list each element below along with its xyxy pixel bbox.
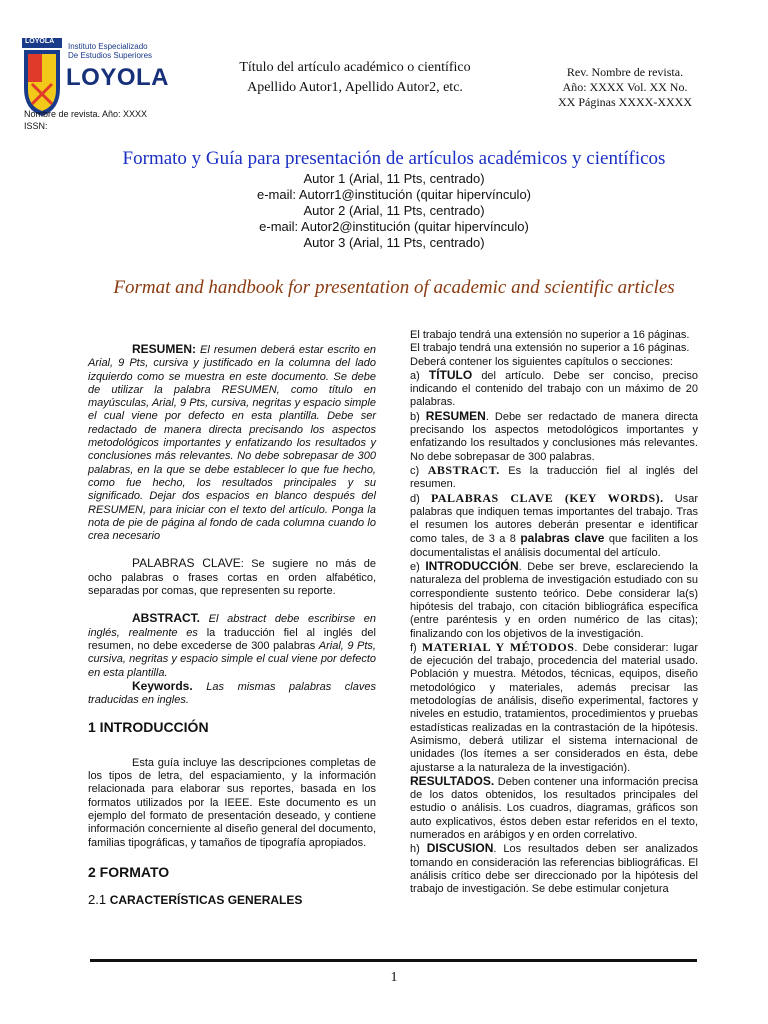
author-1-email: e-mail: Autorr1@institución (quitar hipervínculo) [256, 187, 532, 202]
logo-institute-line2: De Estudios Superiores [68, 51, 153, 60]
item-d-text-2: que faciliten a los documentalistas el análisis documental del artículo. [410, 533, 698, 559]
item-g-label: RESULTADOS. [410, 773, 495, 788]
item-b [410, 410, 698, 464]
item-e [410, 560, 698, 641]
palabras-clave-label: PALABRAS CLAVE [132, 556, 241, 571]
caracteristicas-heading [88, 893, 376, 907]
author-2: Autor 2 (Arial, 11 Pts, centrado) [303, 203, 485, 218]
item-a-text: del artículo. Debe ser conciso, preciso indicando el contenido del trabajo con un máximo de 20 palabras. [410, 369, 698, 409]
abstract-text-italic-1: El abstract debe escribirse en inglés, realmente es [88, 613, 376, 639]
journal-year-line: Nombre de revista. Año: XXXX [24, 109, 148, 119]
institution-logo [22, 38, 170, 118]
pages-header: XX Páginas XXXX-XXXX [558, 95, 692, 109]
issn-line: ISSN: [24, 121, 48, 131]
left-column [88, 343, 376, 907]
palabras-clave-paragraph [88, 557, 376, 598]
item-e-label: INTRODUCCIÓN [425, 559, 519, 574]
item-d-prefix: d) [410, 492, 431, 505]
item-g-text: Deben contener una información precisa de los datos obtenidos, los resultados principales del estudio o análisis. Los cuadros, diagramas, gráficos son auto explicativos, éstos deben estar referidos en el texto, numerados en arábigos y en orden correlativo. [410, 775, 698, 841]
journal-name-header: Rev. Nombre de revista. [566, 65, 684, 79]
item-a [410, 369, 698, 410]
author-1: Autor 1 (Arial, 11 Pts, centrado) [303, 171, 485, 186]
abstract-label: ABSTRACT. [132, 611, 200, 626]
logo-institute-line1: Instituto Especializado [68, 42, 148, 51]
authors-header: Apellido Autor1, Apellido Autor2, etc. [247, 80, 463, 95]
intro-heading: 1 INTRODUCCIÓN [88, 719, 209, 736]
shield-logo-icon [22, 38, 62, 118]
item-h [410, 842, 698, 896]
item-a-prefix: a) [410, 369, 429, 382]
palabras-clave-text: : Se sugiere no más de ocho palabras o frases cortas en orden alfabético, separadas por comas, que representen su reporte. [88, 558, 376, 598]
caracteristicas-title: CARACTERÍSTICAS GENERALES [109, 893, 303, 908]
item-g [410, 775, 698, 842]
item-d-label-2: palabras clave [520, 531, 605, 546]
author-block [0, 171, 768, 251]
resumen-paragraph [88, 343, 376, 543]
formato-heading: 2 FORMATO [88, 863, 170, 880]
length-intro-paragraph: El trabajo tendrá una extensión no superior a 16 páginas. El trabajo tendrá una extensión no superior a 16 páginas. Deberá contener los siguientes capítulos o secciones: [410, 329, 690, 368]
abstract-text-italic-2: Arial, 9 Pts, cursiva, negritas y espacio simple el cual viene por defecto en esta plantilla. [88, 639, 376, 679]
item-f-text: . Debe considerar: lugar de ejecución del trabajo, procedencia del material usado. Población y muestra. Métodos, técnicas, equipos, diseño metodológico y materiales, además precisar las metodologías de análisis, diseño experimental, factores y niveles en estudio, tratamientos, procedimientos y pruebas estadísticas realizadas en la contrastación de la hipótesis. Asimismo, deberá utilizar el sistema internacional de unidades (los ítemes a ser considerados en ésta, debe ajustarse a la naturaleza de la investigación). [410, 641, 698, 774]
intro-paragraph: Esta guía incluye las descripciones completas de los tipos de letra, del espaciamiento, y la información relacionada para elaborar sus reportes, basada en los formatos utilizados por la IEEE. Este documento es un ejemplo del formato de presentación deseado, y contiene información concerniente al diseño general del documento, familias tipográficas, y tamaños de tipografía apropiados. [88, 756, 377, 849]
caracteristicas-number: 2.1 [88, 892, 110, 908]
running-header-right [540, 65, 710, 110]
page-number: 1 [390, 970, 398, 985]
item-e-text: . Debe ser breve, esclareciendo la naturaleza del problema de investigación estudiado con su correspondiente sustento teórico. Debe considerar la(s) hipótesis del trabajo, con citación bibliográfica específica (entre paréntesis y en orden numérico de las citas); finalizando con los objetivos de la investigación. [410, 561, 698, 640]
item-f [410, 641, 698, 775]
footer-rule [90, 959, 697, 962]
author-2-email: e-mail: Autor2@institución (quitar hipervínculo) [259, 219, 529, 234]
item-a-label: TÍTULO [428, 367, 473, 382]
item-d [410, 492, 698, 560]
item-c-text: Es la traducción fiel al inglés del resumen. [410, 464, 698, 491]
item-c [410, 464, 698, 492]
item-d-label: PALABRAS CLAVE (KEY WORDS). [430, 490, 664, 505]
keywords-paragraph [88, 680, 376, 708]
logo-badge-text: LOYOLA [25, 38, 55, 45]
abstract-text-plain: la traducción fiel al inglés del resumen, no debe excederse de 300 palabras [88, 626, 376, 652]
item-c-prefix: c) [410, 464, 428, 477]
logo-name: LOYOLA [66, 64, 169, 91]
english-title: Format and handbook for presentation of academic and scientific articles [113, 277, 675, 298]
spanish-title: Formato y Guía para presentación de artículos académicos y científicos [122, 148, 666, 169]
author-3: Autor 3 (Arial, 11 Pts, centrado) [303, 235, 485, 250]
item-b-label: RESUMEN [425, 408, 486, 423]
item-c-label: ABSTRACT. [427, 462, 500, 477]
year-volume-header: Año: XXXX Vol. XX No. [562, 80, 688, 94]
item-h-label: DISCUSION [426, 841, 494, 856]
keywords-label: Keywords. [132, 678, 193, 693]
running-header-center [200, 58, 510, 98]
item-d-text-1: Usar palabras que indiquen temas importantes del trabajo. Tras el resumen los autores deberán presentar e identificar como tales, de 3 a 8 [410, 492, 699, 546]
resumen-label: RESUMEN: [132, 342, 197, 356]
item-h-text: . Los resultados deben ser analizados tomando en consideración las referencias bibliográficas. El análisis crítico debe ser direccionado por la hipótesis del trabajo de investigación. Se debe estimular conjetura [410, 843, 698, 896]
item-b-prefix: b) [410, 410, 426, 423]
item-f-prefix: f) [410, 641, 422, 654]
right-column [410, 329, 698, 896]
item-f-label: MATERIAL Y MÉTODOS [421, 639, 575, 654]
item-b-text: . Debe ser redactado de manera directa precisando los aspectos metodológicos importantes y enfatizando los resultados y conclusiones más relevantes. No debe sobrepasar de 300 palabras. [410, 410, 698, 463]
resumen-text: El resumen deberá estar escrito en Arial, 9 Pts, cursiva y justificado en la columna del lado izquierdo como se muestra en este documento. Se debe de utilizar la palabra RESUMEN, como título en mayúsculas, Arial, 9 Pts, cursiva, negritas y espacio simple el cual viene por defecto en esta plantilla. Debe ser redactado de manera directa precisando los aspectos metodológicos importantes y enfatizando los resultados y conclusiones más relevantes. No debe sobrepasar de 300 palabras, en la que se debe establecer lo que fue hecho, como fue hecho, los resultados principales y su significado. Dejar dos espacios en blanco después del RESUMEN, para iniciar con el texto del artículo. Ponga la nota de pie de página al fondo de cada columna cuando lo crea necesario [88, 344, 376, 543]
keywords-text: Las mismas palabras claves traducidas en ingles. [88, 680, 376, 707]
article-title-header: Título del artículo académico o científico [239, 60, 471, 75]
item-e-prefix: e) [410, 561, 426, 574]
abstract-paragraph [88, 612, 376, 679]
item-h-prefix: h) [410, 843, 427, 856]
